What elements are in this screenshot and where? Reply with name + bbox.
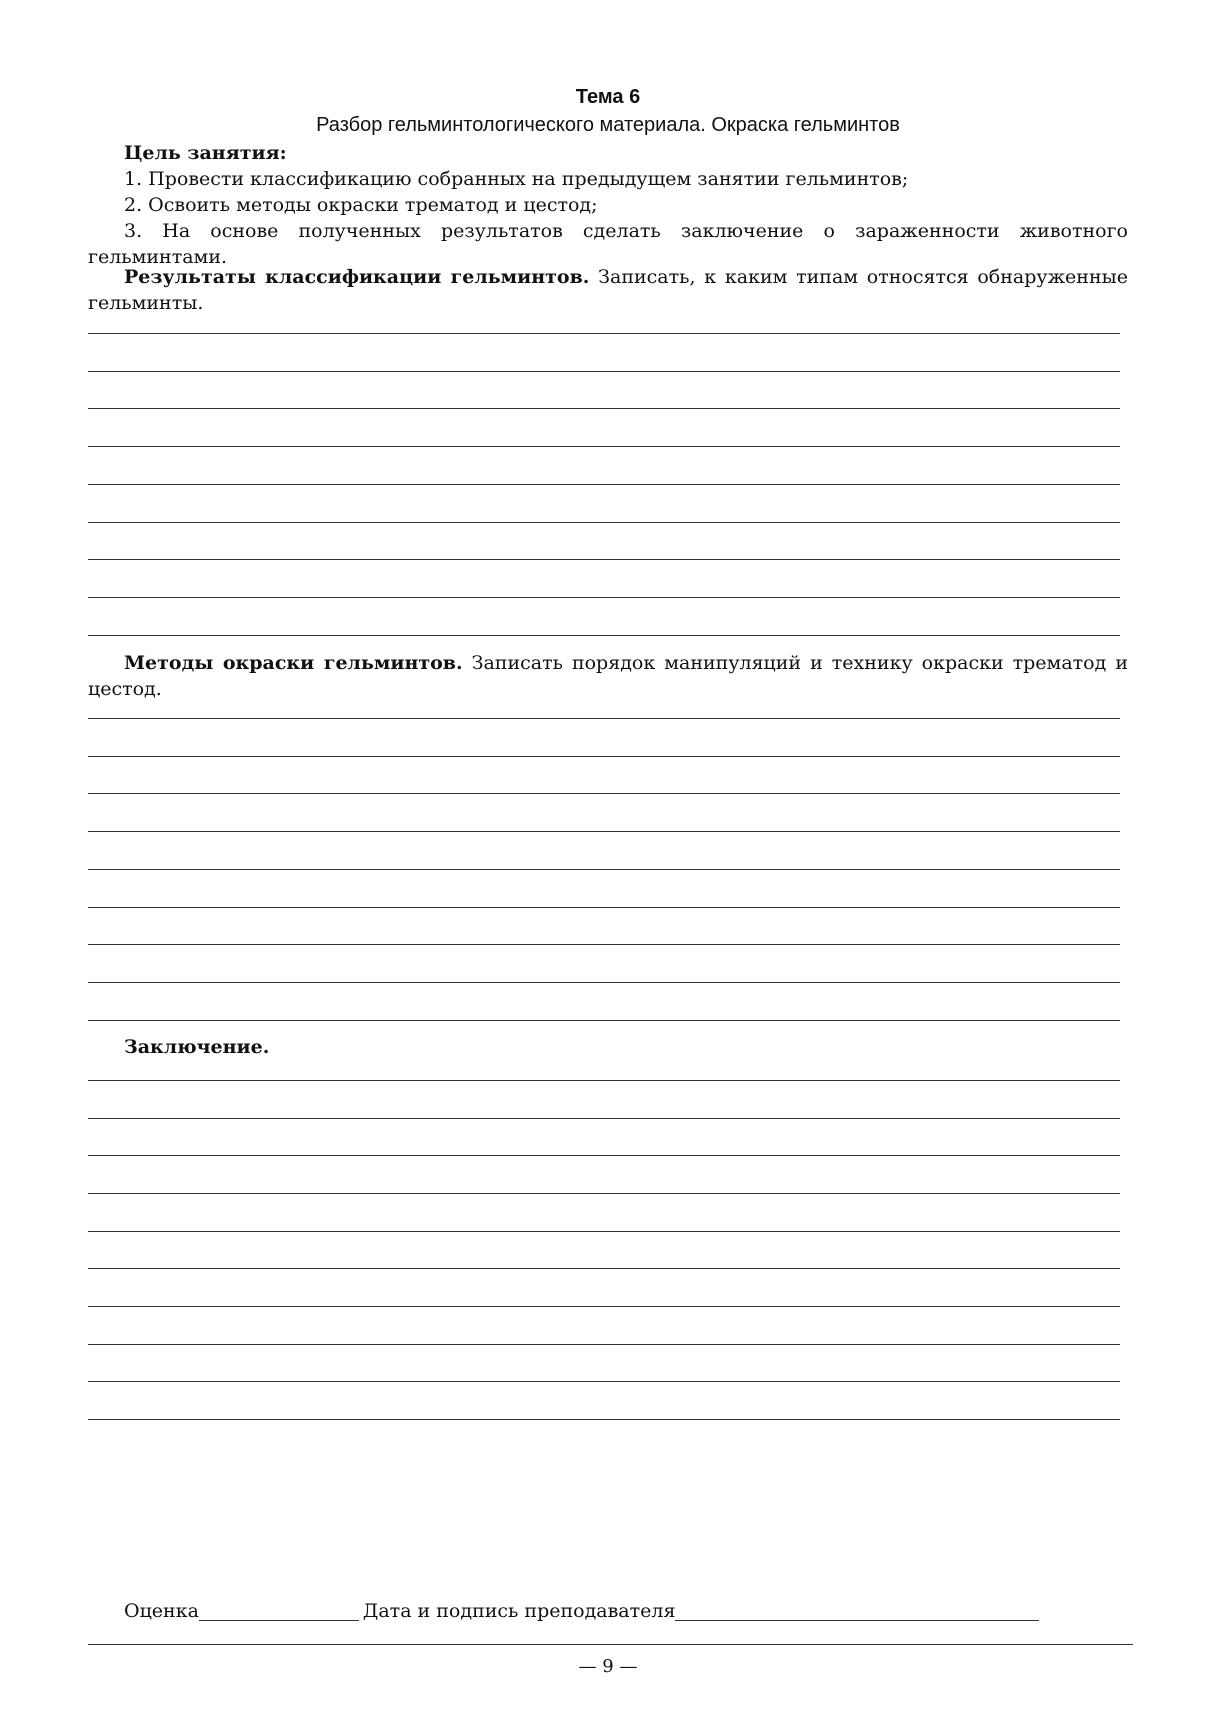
results-answer-line[interactable] — [88, 522, 1120, 523]
results-answer-line[interactable] — [88, 597, 1120, 598]
methods-instruction: Записать порядок манипуляций и технику окраски трематод и цестод. — [88, 652, 1128, 700]
methods-answer-line[interactable] — [88, 907, 1120, 908]
conclusion-answer-line[interactable] — [88, 1118, 1120, 1119]
grade-label: Оценка — [124, 1600, 199, 1622]
goal-item-1: 1. Провести классификацию собранных на предыдущем занятии гельминтов; — [124, 168, 909, 190]
page-subtitle: Разбор гельминтологического материала. Окраска гельминтов — [316, 114, 900, 136]
methods-answer-line[interactable] — [88, 756, 1120, 757]
results-answer-line[interactable] — [88, 446, 1120, 447]
results-heading: Результаты классификации гельминтов. — [124, 266, 590, 288]
document-page — [88, 0, 1128, 1713]
conclusion-heading: Заключение. — [124, 1036, 270, 1058]
grade-field[interactable] — [199, 1600, 359, 1621]
conclusion-answer-line[interactable] — [88, 1193, 1120, 1194]
results-answer-line[interactable] — [88, 408, 1120, 409]
methods-answer-line[interactable] — [88, 982, 1120, 983]
methods-answer-line[interactable] — [88, 944, 1120, 945]
signature-label: Дата и подпись преподавателя — [362, 1600, 676, 1622]
goal-item-3: 3. На основе полученных результатов сделать заключение о зараженности животного гельминтами. — [88, 220, 1128, 268]
conclusion-answer-line[interactable] — [88, 1344, 1120, 1345]
methods-heading: Методы окраски гельминтов. — [124, 652, 463, 674]
results-answer-line[interactable] — [88, 371, 1120, 372]
conclusion-answer-line[interactable] — [88, 1419, 1120, 1420]
conclusion-answer-line[interactable] — [88, 1231, 1120, 1232]
results-instruction: Записать, к каким типам относятся обнаруженные гельминты. — [88, 266, 1128, 314]
goal-heading: Цель занятия: — [124, 142, 287, 164]
signature-field[interactable] — [675, 1600, 1039, 1621]
footer-divider — [88, 1644, 1133, 1645]
conclusion-answer-line[interactable] — [88, 1306, 1120, 1307]
conclusion-section — [88, 1034, 1128, 1060]
results-answer-line[interactable] — [88, 484, 1120, 485]
goal-section — [88, 140, 1128, 270]
goal-item-2: 2. Освоить методы окраски трематод и цестод; — [124, 194, 598, 216]
results-section — [88, 264, 1128, 316]
methods-answer-line[interactable] — [88, 869, 1120, 870]
methods-answer-line[interactable] — [88, 793, 1120, 794]
page-title: Тема 6 — [575, 86, 641, 108]
page-number: — 9 — — [578, 1656, 638, 1677]
conclusion-answer-line[interactable] — [88, 1268, 1120, 1269]
methods-section — [88, 650, 1128, 702]
results-answer-line[interactable] — [88, 559, 1120, 560]
methods-answer-line[interactable] — [88, 1020, 1120, 1021]
methods-answer-line[interactable] — [88, 718, 1120, 719]
conclusion-answer-line[interactable] — [88, 1381, 1120, 1382]
grading-row — [124, 1599, 1124, 1623]
results-answer-line[interactable] — [88, 635, 1120, 636]
results-answer-line[interactable] — [88, 333, 1120, 334]
conclusion-answer-line[interactable] — [88, 1080, 1120, 1081]
conclusion-answer-line[interactable] — [88, 1155, 1120, 1156]
methods-answer-line[interactable] — [88, 831, 1120, 832]
